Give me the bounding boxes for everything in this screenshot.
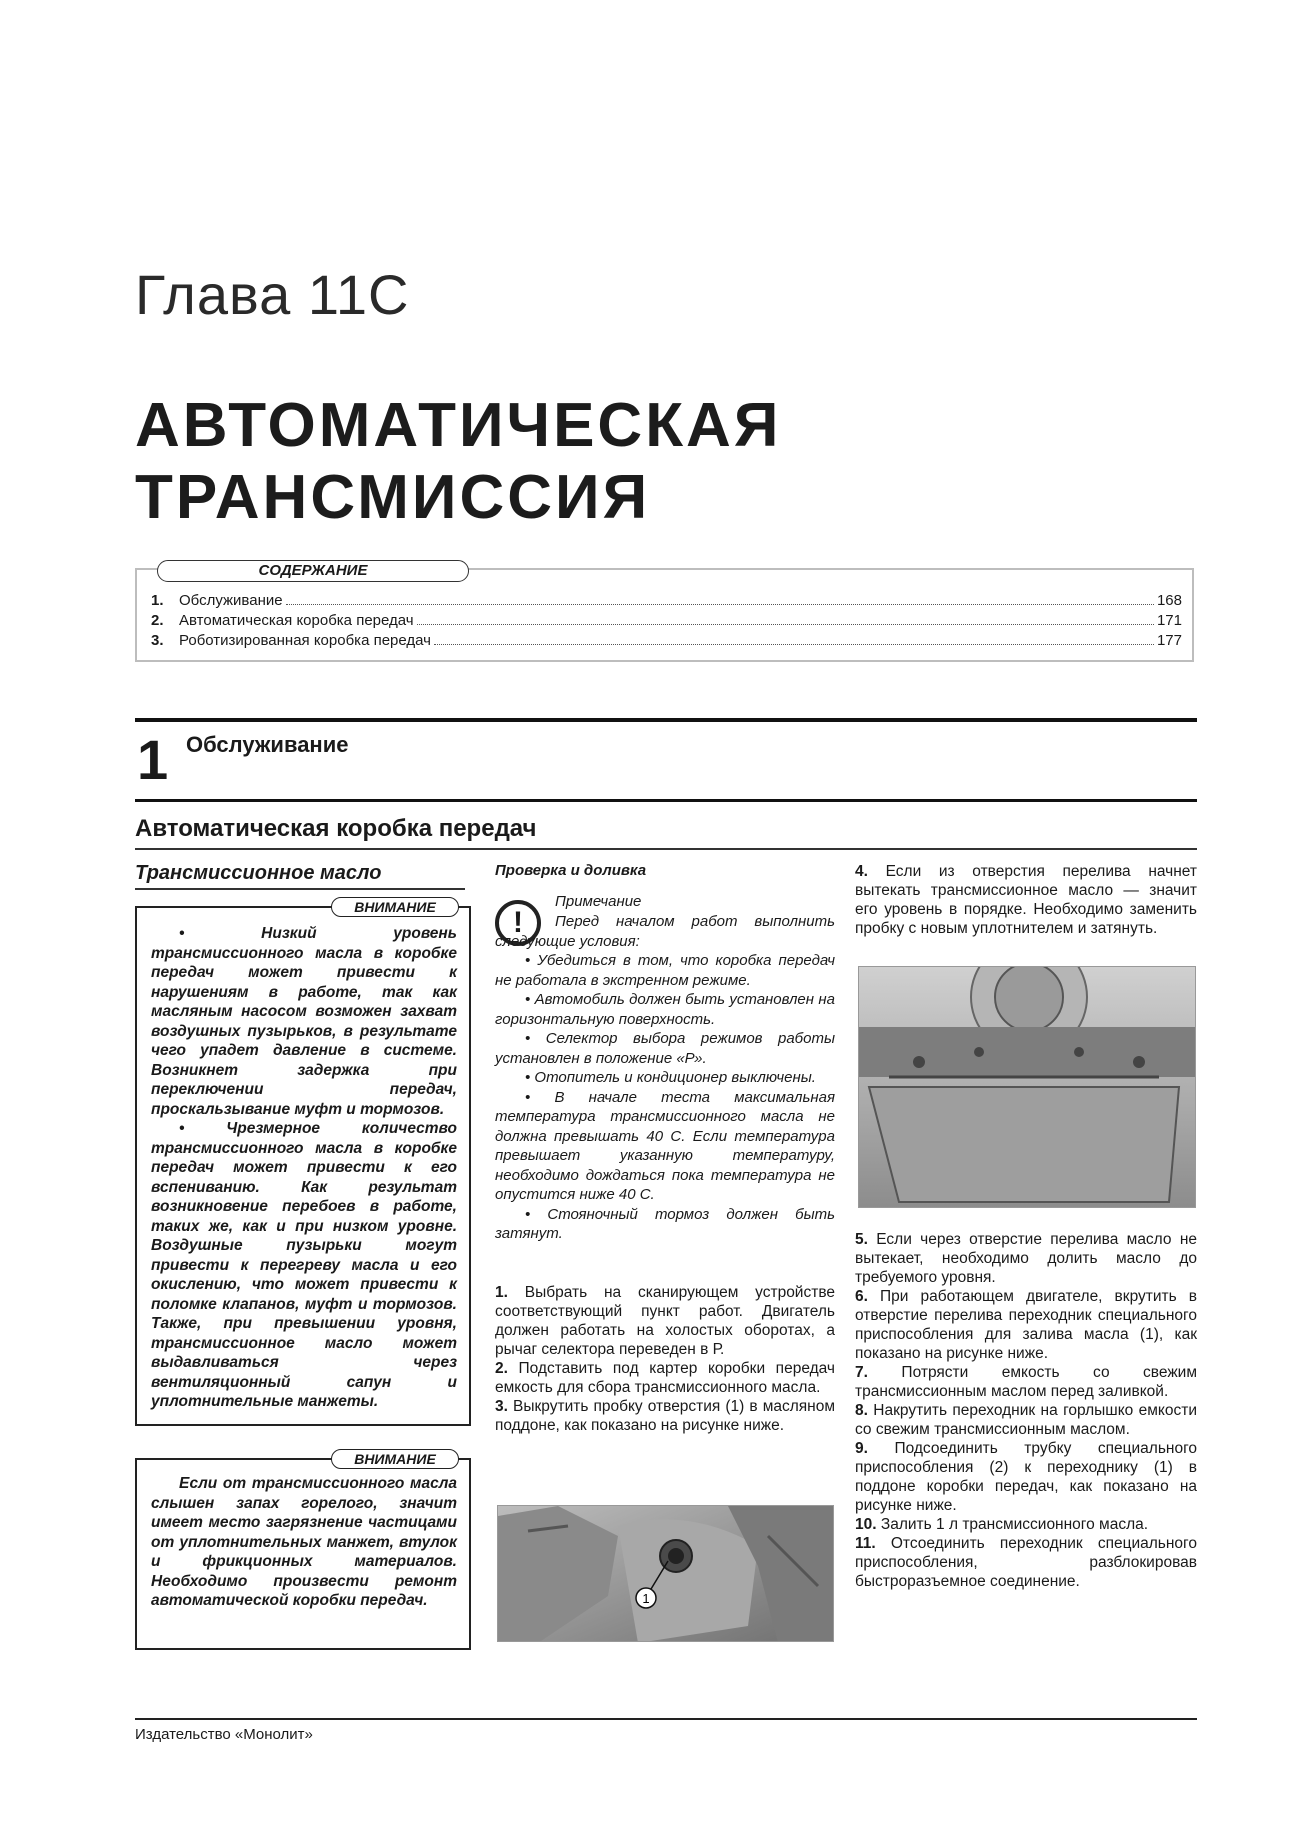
- step-text: Выкрутить пробку отверстия (1) в масляном поддоне, как показано на рисунке ниже.: [495, 1398, 836, 1434]
- chapter-title: [135, 390, 781, 534]
- note-bullet: • Убедиться в том, что коробка передач не работала в экстренном режиме.: [495, 952, 835, 989]
- toc-leader-dots: [286, 604, 1154, 605]
- chapter-label: Глава 11С: [135, 263, 410, 326]
- exclamation-icon: !: [495, 900, 541, 946]
- toc-item-number: 3.: [151, 632, 164, 649]
- toc-leader-dots: [417, 624, 1154, 625]
- left-column-heading: Трансмиссионное масло: [135, 862, 382, 884]
- footer-rule: [135, 1718, 1197, 1720]
- toc-item[interactable]: [151, 611, 1182, 631]
- toc-item-page: 171: [1156, 612, 1182, 629]
- step-number: 11.: [855, 1535, 876, 1552]
- note-lead: Перед началом работ выполнить следующие условия:: [495, 913, 835, 950]
- step-text: Потрясти емкость со свежим трансмиссионным маслом перед заливкой.: [855, 1364, 1197, 1400]
- step-item: [495, 1283, 835, 1359]
- step-item: [855, 1439, 1197, 1515]
- step-item: [855, 1363, 1197, 1401]
- step-number: 5.: [855, 1231, 868, 1248]
- warning-text: [151, 924, 457, 1412]
- toc-list: [151, 591, 1182, 651]
- left-heading-rule: [135, 888, 465, 890]
- middle-column-heading: Проверка и доливка: [495, 862, 647, 879]
- toc-item-title: Обслуживание: [179, 592, 283, 609]
- steps-list: [855, 862, 1197, 938]
- drain-plug-photo: [497, 1505, 834, 1642]
- step-number: 10.: [855, 1516, 877, 1533]
- subsection-rule: [135, 848, 1197, 850]
- step-number: 1.: [495, 1284, 508, 1301]
- step-number: 8.: [855, 1402, 868, 1419]
- step-text: Если через отверстие перелива масло не вытекает, необходимо долить масло до требуемого уровня.: [855, 1231, 1197, 1286]
- step-item: [495, 1397, 835, 1435]
- steps-list: [855, 1230, 1197, 1591]
- warning-tag: ВНИМАНИЕ: [331, 897, 459, 917]
- note-bullet: • В начале теста максимальная температура трансмиссионного масла не должна превышать 40 С. Если температура превышает указанную температуру, необходимо дождаться пока температура не опустится ниже 40 С.: [495, 1088, 835, 1203]
- step-text: При работающем двигателе, вкрутить в отверстие перелива переходник специального приспособления для залива масла (1), как показано на рисунке ниже.: [855, 1288, 1197, 1362]
- step-item: [855, 1230, 1197, 1287]
- toc-leader-dots: [434, 644, 1154, 645]
- toc-item[interactable]: [151, 591, 1182, 611]
- toc-item[interactable]: [151, 631, 1182, 651]
- step-text: Если из отверстия перелива начнет вытекать трансмиссионное масло — значит его уровень в порядке. Необходимо заменить пробку с новым уплотнителем и затянуть.: [855, 863, 1197, 937]
- step-text: Залить 1 л трансмиссионного масла.: [880, 1516, 1149, 1533]
- warning-paragraph: Если от трансмиссионного масла слышен запах горелого, значит имеет место загрязнение частицами от уплотнительных манжет, втулок и фрикционных материалов. Необходимо произвести ремонт автоматической коробки передач.: [151, 1475, 457, 1609]
- step-number: 4.: [855, 863, 868, 880]
- step-text: Подсоединить трубку специального приспособления (2) к переходнику (1) в поддоне коробки передач, как показано на рисунке ниже.: [855, 1440, 1198, 1514]
- chapter-title-line1: АВТОМАТИЧЕСКАЯ: [135, 391, 782, 460]
- step-number: 6.: [855, 1288, 868, 1305]
- note-label: Примечание: [555, 893, 642, 910]
- photo-callout-label: 1: [642, 1591, 650, 1606]
- step-number: 9.: [855, 1440, 868, 1457]
- section-rule-bottom: [135, 799, 1197, 802]
- step-text: Отсоединить переходник специального приспособления, разблокировав быстроразъемное соединение.: [855, 1535, 1197, 1590]
- table-of-contents: [135, 562, 1194, 662]
- note-bullet: • Автомобиль должен быть установлен на горизонтальную поверхность.: [495, 991, 835, 1028]
- transmission-pan-illustration: [859, 967, 1196, 1208]
- transmission-pan-photo: [858, 966, 1196, 1208]
- toc-item-title: Автоматическая коробка передач: [179, 612, 414, 629]
- step-text: Накрутить переходник на горлышко емкости со свежим трансмиссионным маслом.: [855, 1402, 1197, 1438]
- note-bullet: • Селектор выбора режимов работы установлен в положение «Р».: [495, 1030, 835, 1067]
- subsection-title: Автоматическая коробка передач: [135, 815, 537, 842]
- step-item: [855, 1287, 1197, 1363]
- step-number: 3.: [495, 1398, 508, 1415]
- chapter-title-line2: ТРАНСМИССИЯ: [135, 463, 651, 532]
- section-rule-top: [135, 718, 1197, 722]
- step-text: Подставить под картер коробки передач емкость для сбора трансмиссионного масла.: [495, 1360, 835, 1396]
- warning-box: [135, 899, 471, 1426]
- section-title: Обслуживание: [186, 732, 349, 757]
- step-item: [855, 1515, 1197, 1534]
- step-text: Выбрать на сканирующем устройстве соответствующий пункт работ. Двигатель должен работать на холостых оборотах, а рычаг селектора переведен в Р.: [495, 1284, 835, 1358]
- toc-item-number: 2.: [151, 612, 164, 629]
- toc-item-title: Роботизированная коробка передач: [179, 632, 431, 649]
- step-item: [855, 1401, 1197, 1439]
- step-number: 2.: [495, 1360, 508, 1377]
- step-number: 7.: [855, 1364, 868, 1381]
- toc-item-number: 1.: [151, 592, 164, 609]
- warning-box: [135, 1451, 471, 1650]
- step-item: [855, 1534, 1197, 1591]
- steps-list: [495, 1283, 835, 1435]
- toc-item-page: 177: [1156, 632, 1182, 649]
- drain-plug-illustration: [498, 1506, 834, 1642]
- footer-publisher: Издательство «Монолит»: [135, 1726, 313, 1743]
- note-bullet: • Стояночный тормоз должен быть затянут.: [495, 1205, 835, 1242]
- warning-text: [151, 1474, 457, 1611]
- warning-tag: ВНИМАНИЕ: [331, 1449, 459, 1469]
- step-item: [855, 862, 1197, 938]
- toc-item-page: 168: [1156, 592, 1182, 609]
- section-number: 1: [137, 728, 169, 791]
- warning-paragraph: • Низкий уровень трансмиссионного масла в коробке передач может привести к нарушениям в работе, так как масляным насосом возможен захват воздушных пузырьков, в результате чего упадет давление в системе. Возникнет задержка при переключении передач, проскальзывание муфт и тормозов.: [151, 925, 457, 1118]
- toc-heading: СОДЕРЖАНИЕ: [157, 560, 469, 582]
- note-text: [495, 912, 835, 1244]
- step-item: [495, 1359, 835, 1397]
- warning-paragraph: • Чрезмерное количество трансмиссионного масла в коробке передач может привести к его вспениванию. Как результат возникновение перебоев в работе, таких же, как и при низком уровне. Воздушные пузырьки могут привести к перегреву масла и его окислению, что может привести к поломке клапанов, муфт и тормозов. Также, при превышении уровня, трансмиссионное масло может выдавливаться через вентиляционный сапун и уплотнительные манжеты.: [151, 1120, 457, 1410]
- note-bullet: • Отопитель и кондиционер выключены.: [525, 1069, 816, 1086]
